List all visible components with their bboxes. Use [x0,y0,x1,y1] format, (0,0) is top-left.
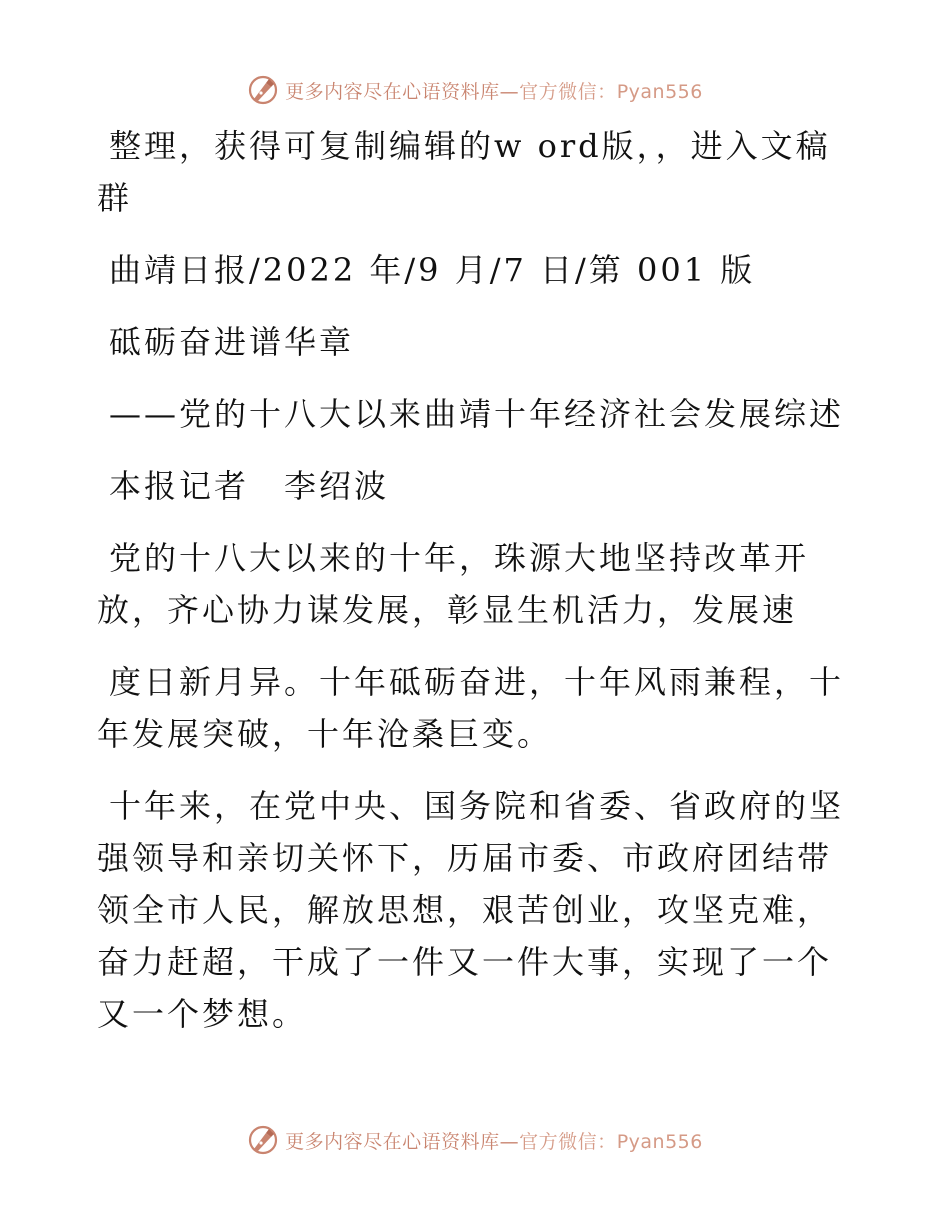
watermark-wechat-label: 官方微信： [519,80,617,103]
header-watermark [0,70,950,110]
watermark-wechat-label: 官方微信： [519,1130,617,1153]
pen-nib-logo-icon [247,1124,279,1156]
watermark-dash: — [499,1130,520,1153]
paragraph-1a: 党的十八大以来的十年，珠源大地坚持改革开放，齐心协力谋发展，彰显生机活力，发展速 [97,539,810,629]
watermark-dash: — [499,80,520,103]
article-title: 砥砺奋进谱华章 [109,323,355,361]
watermark-wechat-id: Pyan556 [616,80,703,103]
paragraph-1b: 度日新月异。十年砥砺奋进，十年风雨兼程，十年发展突破，十年沧桑巨变。 [97,663,845,753]
intro-text: 整理，获得可复制编辑的w ord版，，进入文稿群 [97,127,831,217]
byline: 本报记者 李绍波 [109,467,390,505]
footer-watermark [0,1120,950,1160]
article-subtitle: ——党的十八大以来曲靖十年经济社会发展综述 [109,395,845,433]
watermark-main: 更多内容尽在心语资料库 [285,80,500,103]
source-line: 曲靖日报/2022 年/9 月/7 日/第 001 版 [109,251,756,289]
watermark-text [285,1127,703,1154]
watermark-text [285,77,703,104]
paragraph-2: 十年来，在党中央、国务院和省委、省政府的坚强领导和亲切关怀下，历届市委、市政府团结带领全市人民，解放思想，艰苦创业，攻坚克难，奋力赶超，干成了一件又一件大事，实现了一个又一个梦想。 [97,787,845,1033]
watermark-main: 更多内容尽在心语资料库 [285,1130,500,1153]
pen-nib-logo-icon [247,74,279,106]
document-body [97,120,852,1060]
watermark-wechat-id: Pyan556 [616,1130,703,1153]
